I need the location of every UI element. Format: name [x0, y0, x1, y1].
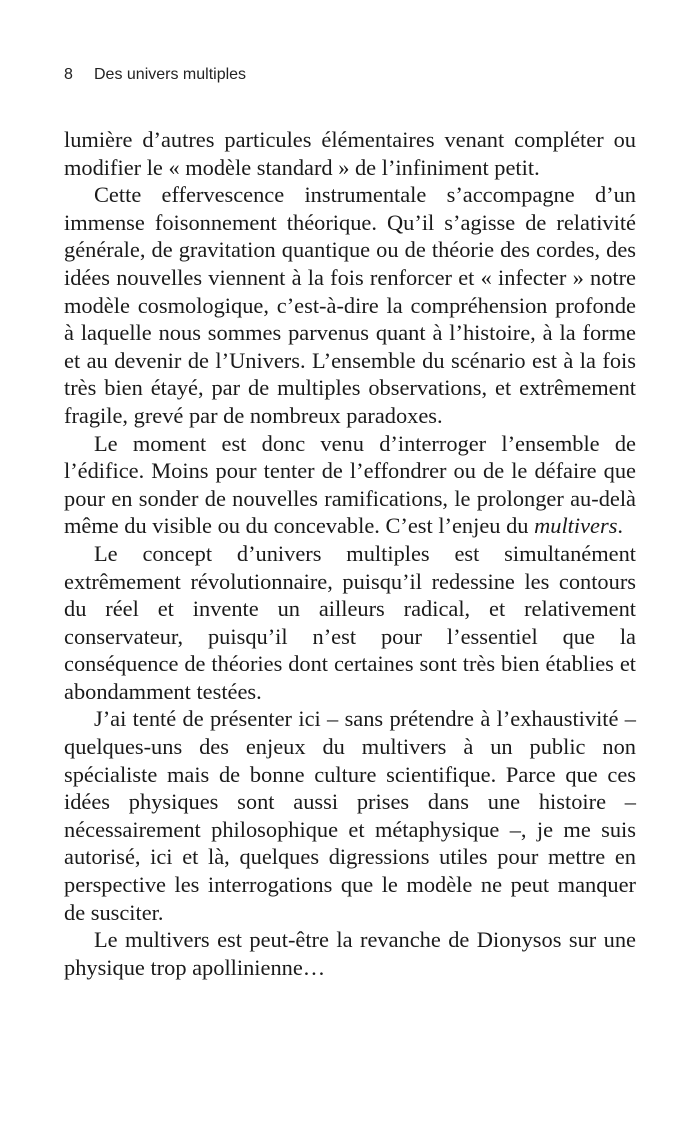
paragraph: Le concept d’univers multiples est simultanément extrêmement révolutionnaire, puisqu’il redessine les contours du réel et invente un ailleurs radical, et relativement conservateur, puisqu’il n’est pour l’essentiel que la conséquence de théories dont certaines sont très bien établies et abondamment testées. — [64, 540, 636, 704]
paragraph-closing: Le multivers est peut-être la revanche de Dionysos sur une physique trop apollinienne… — [64, 927, 636, 980]
paragraph: Cette effervescence instrumentale s’accompagne d’un immense foisonnement théorique. Qu’il s’agisse de relativité générale, de gravitation quantique ou de théorie des cordes, des idées nouvelles viennent à la fois renforcer et « infecter » notre modèle cosmologique, c’est-à-dire la compréhension profonde à laquelle nous sommes parvenus quant à l’histoire, à la forme et au devenir de l’Univers. L’ensemble du scénario est à la fois très bien étayé, par de multiples observations, et extrêmement fragile, grevé par de nombreux paradoxes. — [64, 182, 636, 428]
paragraph: J’ai tenté de présenter ici – sans prétendre à l’exhaustivité – quelques-uns des enjeux du multivers à un public non spécialiste mais de bonne culture scientifique. Parce que ces idées physiques sont aussi prises dans une histoire – nécessairement philosophique et métaphysique –, je me suis autorisé, ici et là, quelques digressions utiles pour mettre en perspective les interrogations que le modèle ne peut manquer de susciter. — [64, 706, 636, 925]
running-header — [64, 66, 246, 84]
paragraph-text: . — [617, 513, 624, 539]
page-number: 8 — [64, 66, 73, 83]
body-text — [64, 126, 636, 981]
paragraph-continued: lumière d’autres particules élémentaires venant compléter ou modifier le « modèle standard » de l’infiniment petit. — [64, 127, 636, 180]
italic-term: multivers — [534, 513, 618, 539]
running-title: Des univers multiples — [94, 66, 247, 83]
paragraph-multivers-stakes — [64, 430, 636, 540]
paragraph-text: Le moment est donc venu d’interroger l’ensemble de l’édifice. Moins pour tenter de l’effondrer ou de le défaire que pour en sonder de nouvelles ramifications, le prolonger au-delà même du visible ou du concevable. C’est l’enjeu du — [64, 430, 636, 539]
